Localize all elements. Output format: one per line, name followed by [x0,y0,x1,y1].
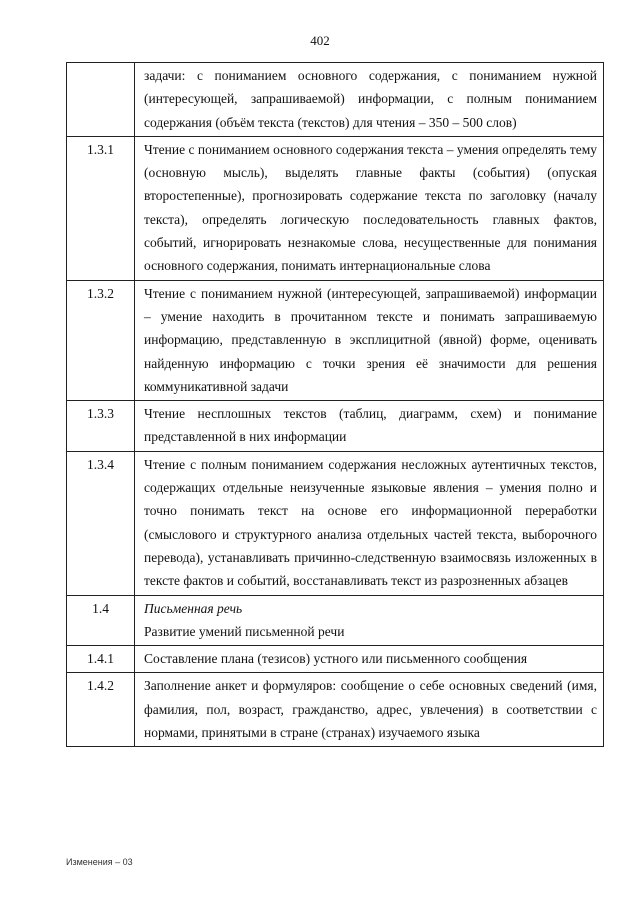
page-number: 402 [310,33,330,48]
table-row [67,451,603,595]
table-row [67,63,603,136]
row-text: Составление плана (тезисов) устного или письменного сообщения [144,651,528,667]
row-text: Чтение с пониманием основного содержания текста – умения определять тему (основную мысль), выделять главные факты (события) (опуская второстепенные), прогнозировать содержание текста по заголовку (началу текста), определять логическую последовательность главных фактов, событий, игнорировать незнакомые слова, несущественные для понимания основного содержания, понимать интернациональные слова [144,141,597,274]
row-number: 1.3.4 [67,452,135,595]
row-number: 1.4.2 [67,673,135,746]
row-text: задачи: с пониманием основного содержания, с пониманием нужной (интересующей, запрашиваемой) информации, с полным пониманием содержания (объём текста (текстов) для чтения – 350 – 500 слов) [144,68,597,130]
row-number: 1.4.1 [67,646,135,672]
footer-note: Изменения – 03 [66,857,133,867]
table-row [67,672,603,746]
row-number [67,63,135,136]
row-number: 1.3.3 [67,401,135,451]
row-text: Заполнение анкет и формуляров: сообщение о себе основных сведений (имя, фамилия, пол, возраст, гражданство, адрес, увлечения) в соответствии с нормами, принятыми в стране (странах) изучаемого языка [144,678,597,741]
row-content [135,63,603,136]
row-text: Чтение несплошных текстов (таблиц, диаграмм, схем) и понимание представленной в них информации [144,406,597,445]
table-row [67,645,603,672]
row-content [135,596,603,646]
table-row [67,280,603,400]
table-row [67,136,603,280]
row-number: 1.4 [67,596,135,646]
row-text: Чтение с полным пониманием содержания несложных аутентичных текстов, содержащих отдельные неизученные языковые явления – умения полно и точно понимать текст на основе его информационной переработки (смыслового и структурного анализа отдельных частей текста, выборочного перевода), устанавливать причинно-следственную взаимосвязь изложенных в тексте фактов и событий, восстанавливать текст из разрозненных абзацев [144,456,597,589]
row-content [135,401,603,451]
row-content [135,281,603,400]
row-content [135,646,603,672]
row-text: Чтение с пониманием нужной (интересующей, запрашиваемой) информации – умение находить в прочитанном тексте и понимать запрашиваемую информацию, представленную в эксплицитной (явной) форме, оценивать найденную информацию с точки зрения её значимости для решения коммуникативной задачи [144,285,597,394]
table-row [67,595,603,646]
table-row [67,400,603,451]
row-text: Развитие умений письменной речи [144,623,345,639]
row-content [135,452,603,595]
row-content [135,673,603,746]
row-number: 1.3.2 [67,281,135,400]
content-table [66,62,604,747]
row-number: 1.3.1 [67,137,135,280]
section-heading: Письменная речь [144,600,243,616]
row-content [135,137,603,280]
